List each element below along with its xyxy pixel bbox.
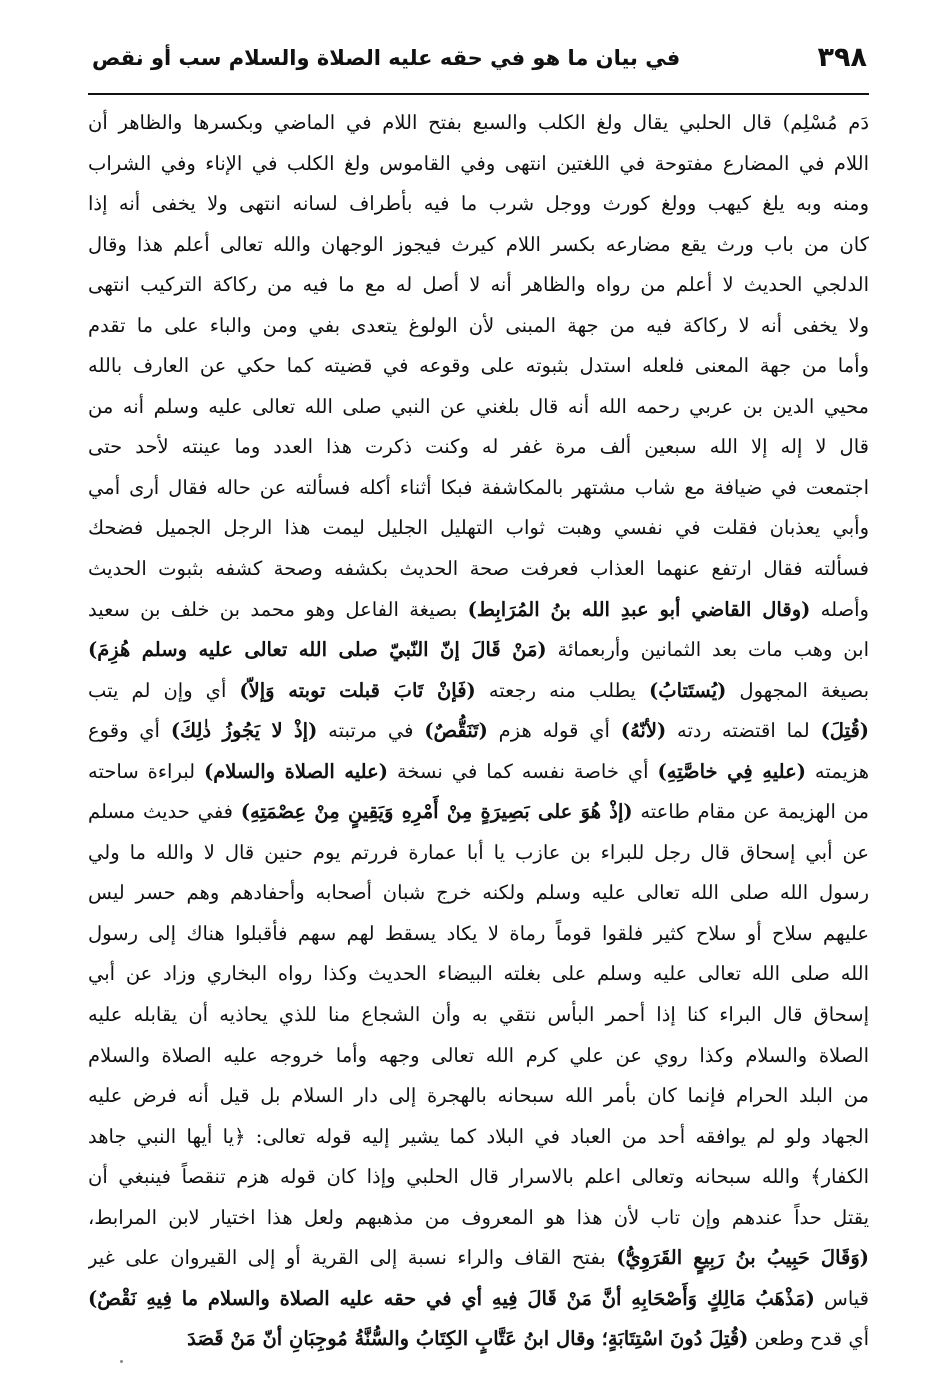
commentary-segment: يطلب منه رجعته [475,678,650,702]
commentary-segment: الله صلى الله تعالى عليه وسلم على بغلته البيضاء الحديث وكذا رواه البخاري وزاد عن أبي [88,962,869,986]
commentary-segment: عن أبي إسحاق قال رجل للبراء بن عازب يا أبا عمارة فررتم يوم حنين قال لا والله ما ولي [88,840,869,864]
quoted-matn-segment: (لأنّهُ) [620,719,667,743]
text-line [88,752,869,793]
text-line [88,873,869,914]
text-line [88,1157,869,1198]
commentary-segment: أي خاصة نفسه كما في نسخة [387,759,658,783]
text-line [88,711,869,752]
commentary-segment: الكفار﴾ والله سبحانه وتعالى اعلم بالاسرار قال الحلبي وإذا كان قوله هزم تنقصاً فينبغي أن [88,1165,869,1189]
text-line [88,549,869,590]
commentary-segment: هزيمته [805,759,869,783]
commentary-segment: الدلجي الحديث لا أعلم من رواه والظاهر أنه لا أصل له مع ما فيه من ركاكة التركيب انتهى [88,273,869,297]
text-line [88,995,869,1036]
commentary-segment: في مرتبته [317,719,425,743]
text-line [88,590,869,631]
commentary-segment: إسحاق قال البراء كنا إذا أحمر البأس نتقي به وأن الشجاع منا للذي يحاذيه أن يقابله عليه [88,1003,869,1027]
commentary-segment: أي وقوع [88,719,171,743]
text-line [88,184,869,225]
running-title: في بيان ما هو في حقه عليه الصلاة والسلام سب أو نقص [92,46,681,70]
commentary-segment: عليهم سلاح أو سلاح كثير فلقوا قوماً رماة لا يكاد يسقط لهم سهم فأقبلوا هناك إلى رسول [88,921,869,945]
commentary-segment: ومنه وبه يلغ كيهب وولغ كورث ووجل شرب ما فيه بأطراف لسانه انتهى ولا يخفى أنه إذا [88,192,869,216]
text-line [88,1319,869,1360]
commentary-segment: وأصله [810,597,869,621]
commentary-segment: كان من باب ورث يقع مضارعه بكسر اللام كيرث فيجوز الوجهان والله تعالى أعلم هذا وقال [88,232,869,256]
quoted-matn-segment: (يُستَتابُ) [649,678,727,702]
header-rule [88,93,869,95]
quoted-matn-segment: (عليهِ فِي خاصَّتِهِ) [657,759,806,783]
text-line [88,630,869,671]
commentary-segment: أي وإن لم يتب [88,678,240,702]
commentary-segment: لما اقتضته ردته [666,719,821,743]
quoted-matn-segment: (إذْ لا يَجُوزُ ذٰلِكَ) [170,719,318,743]
text-line [88,1117,869,1158]
commentary-segment: من البلد الحرام فإنما كان بأمر الله سبحانه بالهجرة إلى دار السلام بل قيل أنه فرض عليه [88,1084,869,1108]
quoted-matn-segment: (وقال القاضي أبو عبدِ الله بنُ المُرَابِط) [467,597,811,621]
commentary-segment: بصيغة الفاعل وهو محمد بن خلف بن سعيد [88,597,468,621]
text-line [88,346,869,387]
body-text [88,103,869,1360]
commentary-segment: ابن وهب مات بعد الثمانين وأربعمائة [546,638,869,662]
text-line [88,954,869,995]
commentary-segment: وأما من جهة المعنى فلعله استدل بثبوته على وقوعه في قضيته كما حكي عن العارف بالله [88,354,869,378]
commentary-segment: من الهزيمة عن مقام طاعته [632,800,869,824]
quoted-matn-segment: (قُتِلَ) [820,719,869,743]
commentary-segment: قياس [814,1286,869,1310]
commentary-segment: بفتح القاف والراء نسبة إلى القرية أو إلى القيروان على غير [88,1246,617,1270]
quoted-matn-segment: (قُتِلَ دُونَ اسْتِتَابَةٍ؛ وقال ابنُ عَتَّابٍ الكِتَابُ والسُّنَّةُ مُوجِبَانِ أنّ مَنْ قَصَدَ [187,1327,749,1351]
text-line [88,103,869,144]
quoted-matn-segment: (مَنْ قَالَ إنّ النّبيّ صلى الله تعالى عليه وسلم هُزِمَ) [88,638,547,662]
commentary-segment: لبراءة ساحته [88,759,204,783]
text-line [88,1198,869,1239]
quoted-matn-segment: (إذْ هُوَ على بَصِيرَةٍ مِنْ أَمْرِهِ وَيَقِينٍ مِنْ عِصْمَتِهِ) [240,800,633,824]
commentary-segment: محيي الدين بن عربي رحمه الله أنه قال بلغني عن النبي صلى الله تعالى عليه وسلم أنه من [88,394,869,418]
text-line [88,1279,869,1320]
text-line [88,1036,869,1077]
commentary-segment: وأبي يعذبان فقلت في نفسي وهبت ثواب التهليل الجليل ليمت هذا الرجل الجميل فضحك [88,516,869,540]
commentary-segment: ولا يخفى أنه لا ركاكة فيه من جهة المبنى لأن الولوغ يتعدى بفي ومن والباء على ما تقدم [88,313,869,337]
text-line [88,1238,869,1279]
scan-speck [120,1360,123,1363]
text-line [88,468,869,509]
text-line [88,265,869,306]
quoted-matn-segment: (فَإنْ تَابَ قبلت توبته وَإلاّ) [239,678,476,702]
commentary-segment: الصلاة والسلام وكذا روي عن علي كرم الله تعالى وجهه وأما خروجه عليه الصلاة والسلام [88,1043,869,1067]
commentary-segment: بصيغة المجهول [726,678,869,702]
text-line [88,427,869,468]
commentary-segment: اللام في المضارع مفتوحة في اللغتين انتهى وفي القاموس ولغ الكلب في الإناء وفي الشراب [88,151,869,175]
quoted-matn-segment: (عليه الصلاة والسلام) [203,759,388,783]
text-line [88,1076,869,1117]
commentary-segment: ففي حديث مسلم [88,800,241,824]
commentary-segment: يقتل حداً عندهم وإن تاب لأن هذا هو المعروف من مذهبهم ولعل هذا اختيار لابن المرابط، [88,1205,869,1229]
quoted-matn-segment: (تَنَقُّصٌ) [424,719,488,743]
commentary-segment: فسألته فقال ارتفع عنهما العذاب فعرفت صحة الحديث بكشفه وصحة كشفه بثبوت الحديث [88,557,869,581]
commentary-segment: قال لا إله إلا الله سبعين ألف مرة غفر له وكنت ذكرت هذا العدد وما عينته لأحد حتى [88,435,869,459]
text-line [88,306,869,347]
text-line [88,792,869,833]
commentary-segment: أي قوله هزم [487,719,621,743]
commentary-segment: الجهاد ولو لم يوافقه أحد من العباد في البلاد كما يشير إليه قوله تعالى: ﴿يا أيها النبي جاهد [88,1124,869,1148]
text-line [88,144,869,185]
quoted-matn-segment: (وَقَالَ حَبِيبُ بنُ رَبِيعٍ القَرَوِيُّ) [616,1246,869,1270]
text-line [88,914,869,955]
text-line [88,387,869,428]
quoted-matn-segment: (مَذْهَبُ مَالِكٍ وَأَصْحَابِهِ أنَّ مَنْ قَالَ فِيهِ أي في حقه عليه الصلاة والسلام ما فِيهِ نَقْصٌ) [88,1286,815,1310]
commentary-segment: أي قدح وطعن [748,1327,869,1351]
text-line [88,508,869,549]
text-line [88,671,869,712]
commentary-segment: اجتمعت في ضيافة مع شاب مشتهر بالمكاشفة فبكا أثناء أكله فسألته عن حاله فقال أرى أمي [88,475,869,499]
commentary-segment: دَم مُسْلِم) قال الحلبي يقال ولغ الكلب والسبع بفتح اللام في الماضي وبكسرها والظاهر أن [88,111,869,134]
page-header [92,38,867,82]
commentary-segment: رسول الله صلى الله تعالى عليه وسلم ولكنه خرج شبان أصحابه وأحفادهم وهم حسر ليس [88,881,869,905]
text-line [88,833,869,874]
page-number: ٣٩٨ [817,42,867,73]
text-line [88,225,869,266]
